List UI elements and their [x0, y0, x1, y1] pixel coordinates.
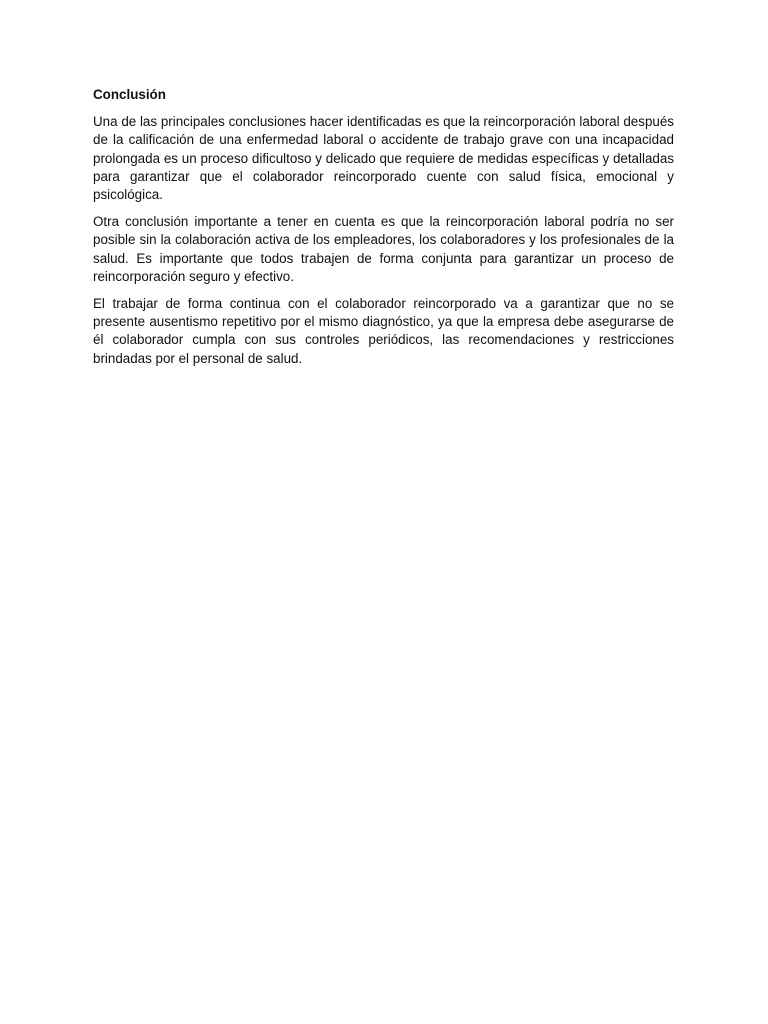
section-heading: Conclusión: [93, 87, 166, 102]
document-body: [93, 86, 674, 377]
paragraph-3: El trabajar de forma continua con el colaborador reincorporado va a garantizar que no se presente ausentismo repetitivo por el mismo diagnóstico, ya que la empresa debe asegurarse de él colaborador cumpla con sus controles periódicos, las recomendaciones y restricciones brindadas por el personal de salud.: [93, 296, 674, 366]
paragraph-2: Otra conclusión importante a tener en cuenta es que la reincorporación laboral podría no ser posible sin la colaboración activa de los empleadores, los colaboradores y los profesionales de la salud. Es importante que todos trabajen de forma conjunta para garantizar un proceso de reincorporación seguro y efectivo.: [93, 214, 674, 284]
paragraph-1: Una de las principales conclusiones hacer identificadas es que la reincorporación laboral después de la calificación de una enfermedad laboral o accidente de trabajo grave con una incapacidad prolongada es un proceso dificultoso y delicado que requiere de medidas específicas y detalladas para garantizar que el colaborador reincorporado cuente con salud física, emocional y psicológica.: [93, 114, 674, 203]
